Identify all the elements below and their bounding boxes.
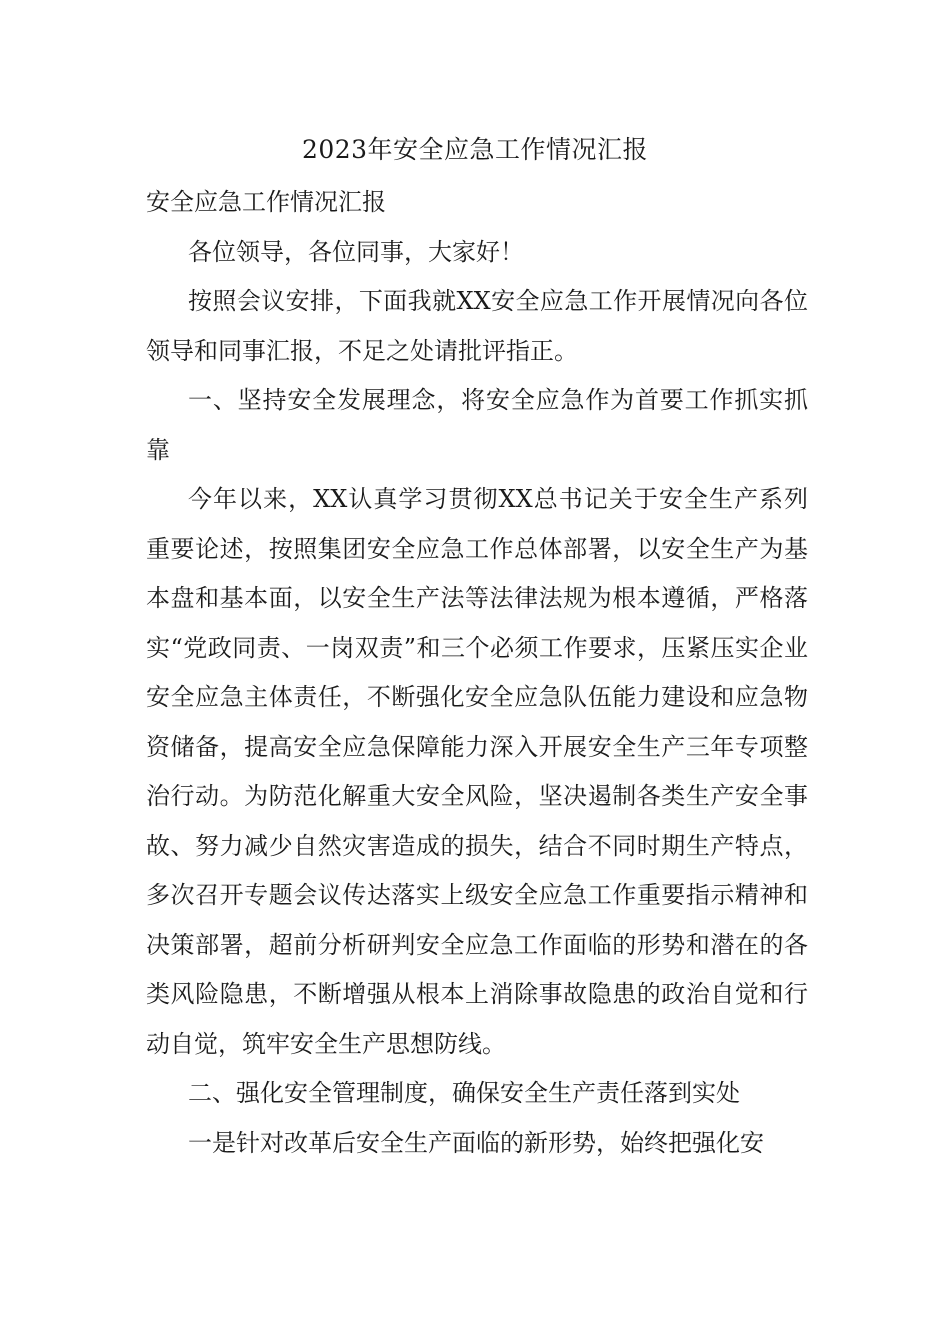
section-2-heading: 二、强化安全管理制度，确保安全生产责任落到实处 — [188, 1079, 740, 1107]
document-subtitle: 安全应急工作情况汇报 — [146, 188, 386, 216]
intro-paragraph: 按照会议安排，下面我就XX安全应急工作开展情况向各位领导和同事汇报，不足之处请批评指正。 — [146, 287, 808, 365]
section-2-body: 一是针对改革后安全生产面临的新形势，始终把强化安 — [188, 1128, 764, 1157]
document-title: 2023年安全应急工作情况汇报 — [301, 135, 649, 164]
section-1-body: 今年以来，XX认真学习贯彻XX总书记关于安全生产系列重要论述，按照集团安全应急工作总体部署，以安全生产为基本盘和基本面，以安全生产法等法律法规为根本遵循，严格落实“党政同责、一岗双责”和三个必须工作要求，压紧压实企业安全应急主体责任，不断强化安全应急队伍能力建设和应急物资储备，提高安全应急保障能力深入开展安全生产三年专项整治行动。为防范化解重大安全风险，坚决遏制各类生产安全事故、努力减少自然灾害造成的损失，结合不同时期生产特点，多次召开专题会议传达落实上级安全应急工作重要指示精神和决策部署，超前分析研判安全应急工作面临的形势和潜在的各类风险隐患，不断增强从根本上消除事故隐患的政治自觉和行动自觉，筑牢安全生产思想防线。 — [146, 485, 808, 1058]
document-body — [146, 178, 808, 1168]
greeting-paragraph: 各位领导，各位同事，大家好！ — [188, 237, 524, 266]
section-1-heading: 一、坚持安全发展理念，将安全应急作为首要工作抓实抓靠 — [146, 386, 808, 464]
